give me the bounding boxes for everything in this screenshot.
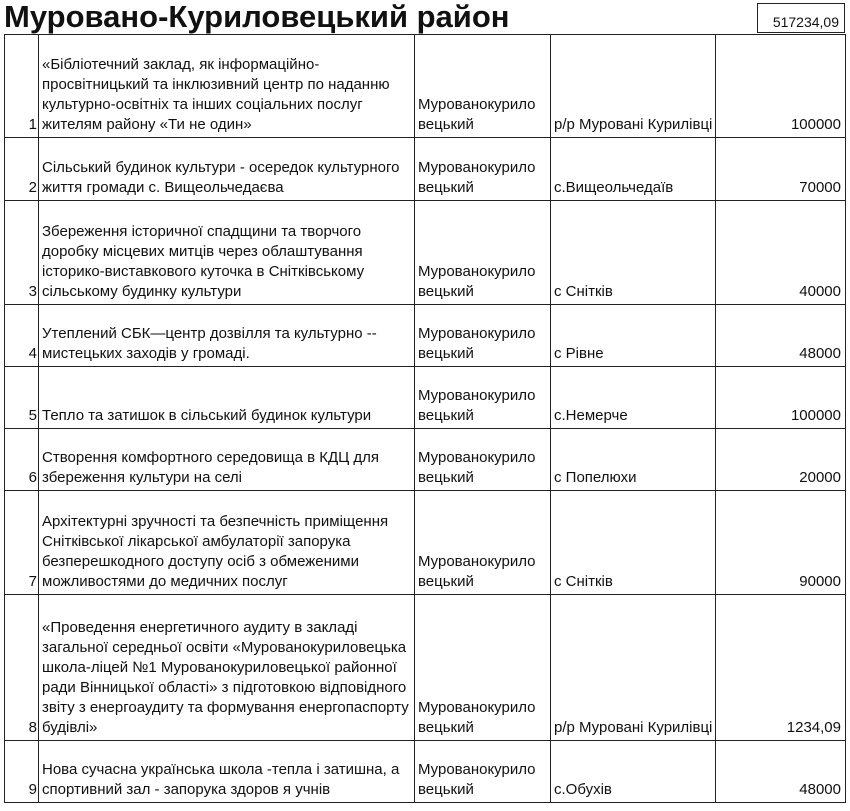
district-name: Мурованокурило вецький: [415, 367, 551, 429]
village-name: с Снітків: [551, 491, 716, 595]
project-name: Архітектурні зручності та безпечність приміщення Снітківської лікарської амбулаторії запорука безперешкодного доступу осіб з обмеженими можливостями до медичних послуг: [39, 491, 415, 595]
district-total: 517234,09: [772, 14, 839, 30]
project-name: Тепло та затишок в сільський будинок культури: [39, 367, 415, 429]
project-name: «Проведення енергетичного аудиту в закладі загальної середньої освіти «Мурованокуриловецька школа-ліцей №1 Мурованокуриловецької районної ради Вінницької області» з підготовкою відповідного звіту з енергоаудиту та формування енергопаспорту будівлі»: [39, 595, 415, 741]
village-name: р/р Мурoвані Курилівці: [551, 35, 716, 138]
row-number: 3: [5, 201, 39, 305]
row-number: 2: [5, 138, 39, 201]
project-name: Створення комфортного середовища в КДЦ для збереження культури на селі: [39, 429, 415, 491]
district-name: Мурованокурило вецький: [415, 138, 551, 201]
amount: 1234,09: [716, 595, 846, 741]
district-name: Мурованокурило вецький: [415, 201, 551, 305]
project-name: Сільський будинок культури - осередок культурного життя громади с. Вищеольчедаєва: [39, 138, 415, 201]
amount: 100000: [716, 35, 846, 138]
table-row: [5, 35, 846, 138]
district-name: Мурованокурило вецький: [415, 491, 551, 595]
table-row: [5, 138, 846, 201]
table-row: [5, 741, 846, 803]
row-number: 4: [5, 305, 39, 367]
table-row: [5, 491, 846, 595]
village-name: с Рівне: [551, 305, 716, 367]
amount: 48000: [716, 305, 846, 367]
row-number: 6: [5, 429, 39, 491]
village-name: с Снітків: [551, 201, 716, 305]
district-name: Мурованокурило вецький: [415, 595, 551, 741]
row-number: 9: [5, 741, 39, 803]
district-name: Мурованокурило вецький: [415, 305, 551, 367]
table-row: [5, 201, 846, 305]
row-number: 7: [5, 491, 39, 595]
amount: 100000: [716, 367, 846, 429]
project-name: Збереження історичної спадщини та творчого доробку місцевих митців через облаштування історико-виставкового куточка в Снітківському сільському будинку культури: [39, 201, 415, 305]
district-name: Мурованокурило вецький: [415, 741, 551, 803]
village-name: с.Вищеольчедаїв: [551, 138, 716, 201]
district-name: Мурованокурило вецький: [415, 429, 551, 491]
amount: 90000: [716, 491, 846, 595]
table-row: [5, 429, 846, 491]
table-row: [5, 595, 846, 741]
district-name: Мурованокурило вецький: [415, 35, 551, 138]
row-number: 1: [5, 35, 39, 138]
amount: 40000: [716, 201, 846, 305]
project-name: Нова сучасна українська школа -тепла і затишна, а спортивний зал - запорука здоров я учнів: [39, 741, 415, 803]
table-row: [5, 367, 846, 429]
village-name: с.Немерче: [551, 367, 716, 429]
amount: 70000: [716, 138, 846, 201]
row-number: 8: [5, 595, 39, 741]
district-title: Мурoвано-Куриловецький район: [4, 0, 510, 34]
village-name: с.Обухів: [551, 741, 716, 803]
amount: 48000: [716, 741, 846, 803]
row-number: 5: [5, 367, 39, 429]
project-name: Утеплений СБК—центр дозвілля та культурно -- мистецьких заходів у громаді.: [39, 305, 415, 367]
village-name: р/р Мурoвані Курилівці: [551, 595, 716, 741]
projects-table: [4, 34, 846, 803]
table-row: [5, 305, 846, 367]
amount: 20000: [716, 429, 846, 491]
village-name: с Попелюхи: [551, 429, 716, 491]
project-name: «Бібліотечний заклад, як інформаційно-просвітницький та інклюзивний центр по наданню культурно-освітніх та інших соціальних послуг жителям району «Ти не один»: [39, 35, 415, 138]
district-header: [0, 0, 850, 34]
district-total-cell: [757, 3, 845, 33]
